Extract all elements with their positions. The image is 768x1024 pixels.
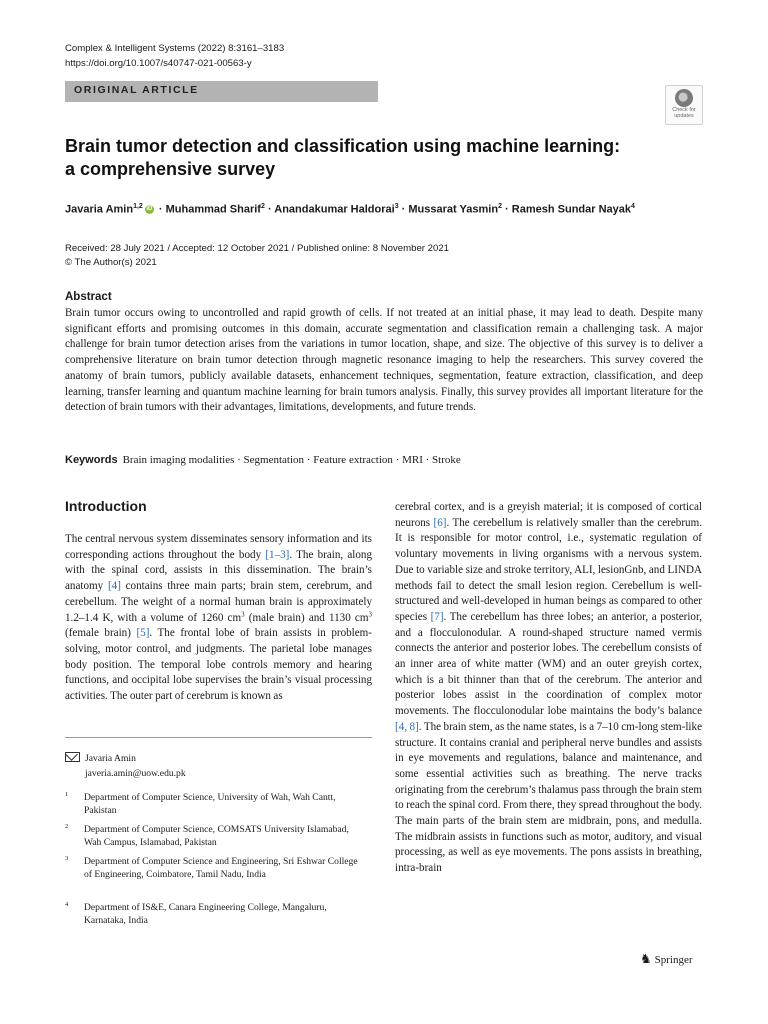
envelope-icon — [65, 752, 80, 762]
corresponding-author: Javaria Amin — [85, 753, 136, 764]
affiliation-text: Department of Computer Science and Engineering, Sri Eshwar College of Engineering, Coimbatore, Tamil Nadu, India — [84, 856, 358, 881]
superscript: 3 — [368, 609, 372, 618]
introduction-heading: Introduction — [65, 498, 147, 514]
author-name[interactable]: Mussarat Yasmin — [408, 203, 499, 216]
article-type-label: ORIGINAL ARTICLE — [74, 84, 199, 96]
copyright-line: © The Author(s) 2021 — [65, 257, 157, 268]
author-name[interactable]: Javaria Amin — [65, 203, 134, 216]
orcid-icon[interactable]: iD — [146, 206, 153, 213]
body-text: cerebral cortex, and is a greyish material; it is composed of cortical neurons — [395, 501, 702, 529]
journal-citation: Complex & Intelligent Systems (2022) 8:3161–3183 — [65, 43, 285, 54]
affiliation-item — [65, 901, 365, 927]
intro-left-column — [65, 532, 372, 705]
body-text: . The cerebellum is relatively smaller than the cerebrum. It is responsible for motor control, i.e., systematic regulation of voluntary movements in living organisms with a nervous system. Due to variable size and stroke territory, ALI, lesionGnb, and LINDA methods fail to detect the small lesion region. Cerebellum is well-structured and well-developed in human beings as compared to other species — [395, 516, 702, 623]
citation-link[interactable]: [4] — [107, 580, 121, 593]
citation-link[interactable]: [1–3] — [265, 548, 290, 561]
author-affiliation-number: 2 — [498, 203, 502, 210]
author-name[interactable]: Anandakumar Haldorai — [274, 203, 395, 216]
publisher-logo — [640, 951, 693, 967]
citation-link[interactable]: [6] — [433, 516, 447, 529]
title-line-1: Brain tumor detection and classification using machine learning: — [65, 136, 621, 156]
affiliation-item — [65, 823, 365, 849]
author-affiliation-number: 3 — [394, 203, 399, 210]
affiliation-text: Department of Computer Science, University of Wah, Wah Cantt, Pakistan — [84, 792, 336, 817]
author-name[interactable]: Ramesh Sundar Nayak — [511, 203, 631, 216]
superscript: 3 — [241, 609, 245, 618]
affiliation-item — [65, 791, 365, 817]
body-text: (female brain) — [65, 627, 137, 640]
body-text: The central nervous system disseminates sensory information and its corresponding actions throughout the body — [65, 533, 372, 561]
affiliation-number: 1 — [65, 791, 69, 798]
citation-link[interactable]: [4, 8] — [395, 720, 419, 733]
author-name[interactable]: Muhammad Sharif — [165, 203, 261, 216]
check-updates-line1: Check for — [672, 107, 696, 113]
body-text: . The brain, along with the spinal cord, assists in this dissemination. The brain’s anatomy — [65, 548, 372, 593]
keywords-label: Keywords — [65, 454, 118, 466]
affiliation-text: Department of IS&E, Canara Engineering College, Mangaluru, Karnataka, India — [84, 902, 327, 927]
citation-link[interactable]: [7] — [430, 610, 444, 623]
keywords-line — [65, 454, 461, 466]
affiliation-number: 4 — [65, 901, 69, 908]
paper-title — [65, 135, 625, 181]
author-separator: · — [267, 203, 272, 216]
springer-horse-icon: ♞ — [640, 951, 652, 966]
author-list — [65, 203, 725, 216]
corresponding-email[interactable]: javeria.amin@uow.edu.pk — [85, 767, 186, 779]
intro-right-column — [395, 500, 702, 877]
body-text: . The frontal lobe of brain assists in problem-solving, motor control, and judgments. The parietal lobe manages body position. The temporal lobe controls memory and hearing functions, and occipital lobe supervises the brain’s visual processing activities. The outer part of cerebrum is known as — [65, 627, 372, 703]
affiliation-number: 3 — [65, 855, 69, 862]
body-text: contains three main parts; brain stem, cerebrum, and cerebellum. The weight of a normal human brain is approximately 1.2–1.4 K, with a volume of 1260 cm — [65, 580, 372, 624]
journal-header — [65, 41, 284, 71]
author-affiliation-number: 2 — [260, 203, 265, 210]
abstract-heading: Abstract — [65, 291, 112, 303]
footnote-divider — [65, 737, 372, 738]
check-updates-icon — [675, 89, 693, 107]
abstract-text: Brain tumor occurs owing to uncontrolled and rapid growth of cells. If not treated at an initial phase, it may lead to death. Despite many significant efforts and promising outcomes in this domain, accurate segmentation and classification remain a challenging task. A major challenge for brain tumor detection arises from the variations in tumor location, shape, and size. The objective of this survey is to deliver a comprehensive literature on brain tumor detection through magnetic resonance imaging to help the researchers. This survey covered the anatomy of brain tumors, publicly available datasets, enhancement techniques, segmentation, feature extraction, classification, and deep learning, transfer learning and quantum machine learning for brain tumors analysis. Finally, this survey provides all important literature for the detection of brain tumors with their advantages, limitations, developments, and future trends. — [65, 307, 703, 414]
author-separator: · — [505, 203, 509, 216]
affiliation-number: 2 — [65, 823, 69, 830]
correspondence-block — [65, 751, 186, 781]
publisher-name: Springer — [654, 954, 693, 966]
author-affiliation-number: 4 — [631, 203, 635, 210]
body-text: . The cerebellum has three lobes; an anterior, a posterior, and a flocculonodular. A round-shaped structure named vermis connects the anterior and posterior lobes. The cerebellum consists of an inner area of white matter (WM) and an outer greyish cortex, which is a bit thinner than that of the cerebrum. The anterior and posterior lobes assist in the coordination of complex motor movements. The flocculonodular lobe maintains the body’s balance — [395, 610, 702, 718]
check-for-updates-badge[interactable] — [665, 85, 703, 125]
publication-dates — [65, 242, 449, 270]
check-updates-line2: updates — [674, 113, 694, 119]
author-separator: · — [401, 203, 406, 216]
keywords-text: Brain imaging modalities · Segmentation · Feature extraction · MRI · Stroke — [122, 454, 461, 466]
title-line-2: a comprehensive survey — [65, 159, 276, 179]
affiliation-item — [65, 855, 365, 881]
article-type-banner — [65, 81, 378, 102]
author-affiliation-number: 1,2 — [133, 203, 143, 210]
author-separator: · — [158, 203, 163, 216]
doi-link[interactable]: https://doi.org/10.1007/s40747-021-00563-y — [65, 58, 252, 69]
history-dates: Received: 28 July 2021 / Accepted: 12 October 2021 / Published online: 8 November 2021 — [65, 243, 449, 254]
body-text: (male brain) and 1130 cm — [244, 611, 369, 624]
citation-link[interactable]: [5] — [136, 627, 150, 640]
affiliation-text: Department of Computer Science, COMSATS University Islamabad, Wah Campus, Islamabad, Pakistan — [84, 824, 349, 849]
body-text: . The brain stem, as the name states, is a 7–10 cm-long stem-like structure. It contains cranial and peripheral nerve bundles and assists in eye movements and regulations, balance and maintenance, and some essential activities such as breathing. The nerve tracks originating from the cerebrum’s thalamus pass through the brain stem to reach the spinal cord. From there, they spread throughout the body. The main parts of the brain stem are midbrain, pons, and medulla. The midbrain assists in functions such as motor, auditory, and visual processing, as well as eye movements. The pons assists in breathing, intra-brain — [395, 720, 702, 875]
